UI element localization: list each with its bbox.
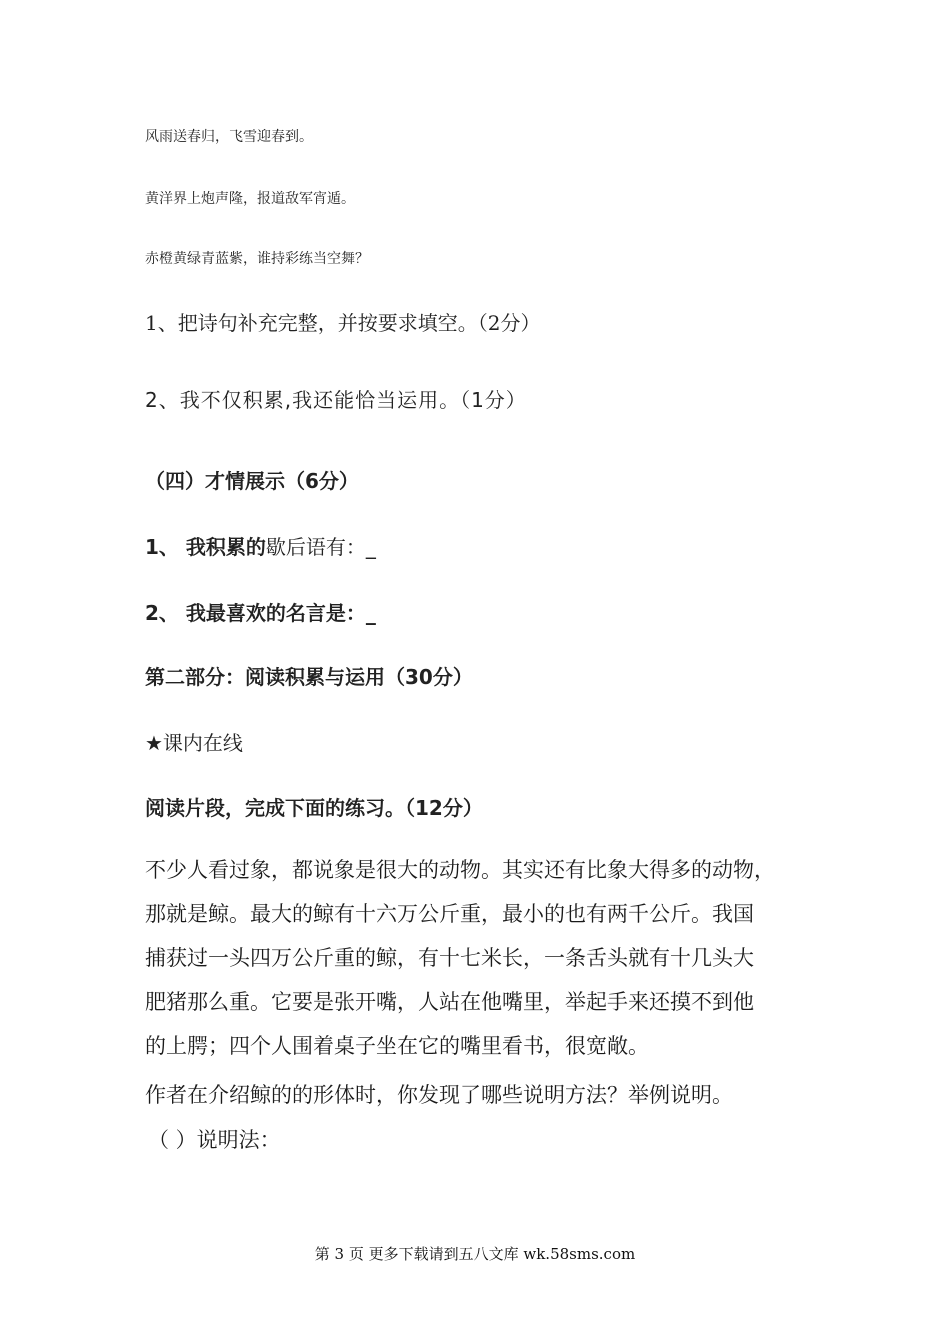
page-footer: 第 3 页 更多下载请到五八文库 wk.58sms.com [314, 1245, 636, 1263]
poem-line-2: 黄洋界上炮声隆，报道敌军宵遁。 [145, 191, 355, 207]
passage-line: 那就是鲸。最大的鲸有十六万公斤重，最小的也有两千公斤。我国 [145, 902, 754, 926]
part-2-title: 第二部分：阅读积累与运用（30分） [145, 665, 473, 689]
section-4-item-1 [145, 531, 376, 560]
question-1: 1、把诗句补充完整，并按要求填空。（2分） [145, 311, 541, 335]
passage-line: 捕获过一头四万公斤重的鲸，有十七米长，一条舌头就有十几头大 [145, 946, 754, 970]
poem-line-3: 赤橙黄绿青蓝紫，谁持彩练当空舞？ [145, 251, 369, 267]
kenei-heading: ★课内在线 [145, 731, 243, 755]
reading-passage [145, 848, 825, 1068]
poem-line-1: 风雨送春归，飞雪迎春到。 [145, 129, 313, 145]
section-4-item-2: 2、 我最喜欢的名言是：_ [145, 601, 376, 625]
question-text: 作者在介绍鲸的的形体时，你发现了哪些说明方法？举例说明。 [145, 1083, 733, 1107]
item-1-prefix: 1、 我积累的 [145, 535, 266, 559]
passage-line: 不少人看过象，都说象是很大的动物。其实还有比象大得多的动物， [145, 858, 775, 882]
reading-title: 阅读片段，完成下面的练习。（12分） [145, 796, 483, 820]
passage-line: 的上腭；四个人围着桌子坐在它的嘴里看书，很宽敞。 [145, 1034, 649, 1058]
item-1-rest: 歇后语有：_ [265, 535, 376, 559]
section-4-title: （四）才情展示（6分） [145, 469, 359, 493]
question-2: 2、我不仅积累,我还能恰当运用。（1分） [145, 388, 527, 412]
passage-line: 肥猪那么重。它要是张开嘴，人站在他嘴里，举起手来还摸不到他 [145, 990, 754, 1014]
answer-blank: （ ）说明法： [148, 1128, 281, 1152]
